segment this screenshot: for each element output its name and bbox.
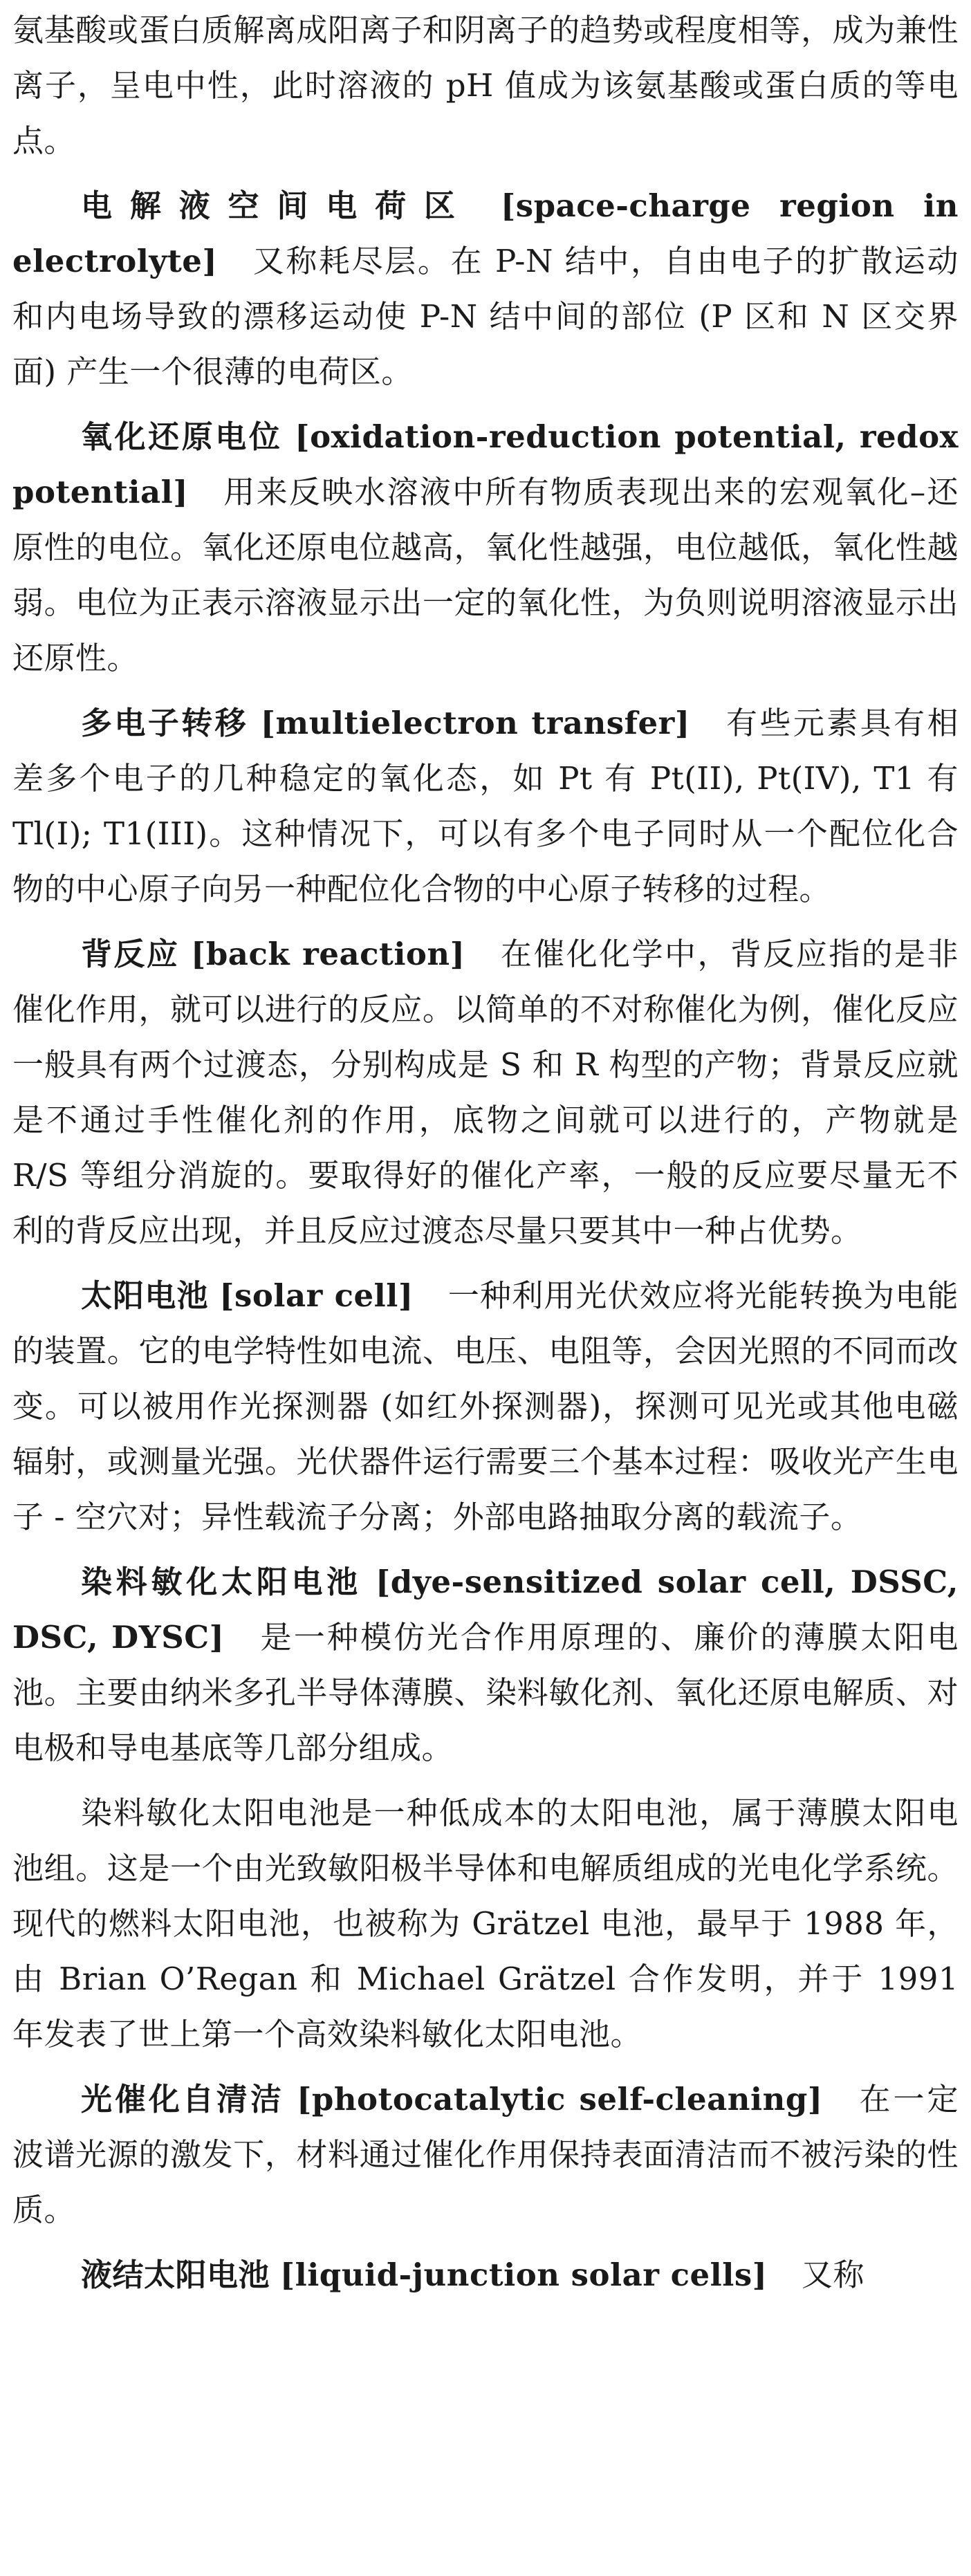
entry-body: 染料敏化太阳电池是一种低成本的太阳电池，属于薄膜太阳电池组。这是一个由光致敏阳极半导体和电解质组成的光电化学系统。现代的燃料太阳电池，也被称为 Grätzel 电池，最早于 1988 年，由 Brian O’Regan 和 Michael Grätzel 合作发明，并于 1991 年发表了世上第一个高效染料敏化太阳电池。	[12, 1795, 959, 2053]
entry-term: 液结太阳电池	[81, 2257, 270, 2293]
entry-body: 在催化化学中，背反应指的是非催化作用，就可以进行的反应。以简单的不对称催化为例，催化反应一般具有两个过渡态，分别构成是 S 和 R 构型的产物；背景反应就是不通过手性催化剂的作用，底物之间就可以进行的，产物就是 R/S 等组分消旋的。要取得好的催化产率，一般的反应要尽量无不利的背反应出现，并且反应过渡态尽量只要其中一种占优势。	[12, 936, 959, 1249]
entry-body: 又称耗尽层。在 P-N 结中，自由电子的扩散运动和内电场导致的漂移运动使 P-N 结中间的部位 (P 区和 N 区交界面) 产生一个很薄的电荷区。	[12, 243, 959, 390]
entry-term: 电解液空间电荷区	[81, 187, 473, 224]
entry-body: 又称	[801, 2257, 864, 2293]
entry-body: 是一种模仿光合作用原理的、廉价的薄膜太阳电池。主要由纳米多孔半导体薄膜、染料敏化剂、氧化还原电解质、对电极和导电基底等几部分组成。	[12, 1619, 959, 1766]
entry-body: 在一定波谱光源的激发下，材料通过催化作用保持表面清洁而不被污染的性质。	[12, 2081, 959, 2228]
entry-body: 氨基酸或蛋白质解离成阳离子和阴离子的趋势或程度相等，成为兼性离子，呈电中性，此时溶液的 pH 值成为该氨基酸或蛋白质的等电点。	[12, 12, 959, 159]
entry-english-term: [photocatalytic self-cleaning]	[297, 2081, 823, 2118]
entry-dye-sensitized-solar-cell	[12, 1555, 959, 1776]
entry-term: 背反应	[81, 936, 180, 972]
entry-space-charge-region	[12, 178, 959, 400]
entry-body: 用来反映水溶液中所有物质表现出来的宏观氧化–还原性的电位。氧化还原电位越高，氧化性越强，电位越低，氧化性越弱。电位为正表示溶液显示出一定的氧化性，为负则说明溶液显示出还原性。	[12, 474, 959, 676]
entry-term: 氧化还原电位	[81, 418, 283, 455]
entry-solar-cell	[12, 1268, 959, 1545]
entry-liquid-junction-solar-cells	[12, 2248, 959, 2303]
entry-english-term: [solar cell]	[219, 1277, 414, 1314]
entry-english-term: [space-charge region in electrolyte]	[12, 187, 959, 279]
entry-redox-potential	[12, 409, 959, 686]
entry-english-term: [back reaction]	[191, 936, 465, 972]
entry-english-term: [dye-sensitized solar cell, DSSC, DSC, DYSC]	[12, 1564, 959, 1656]
entry-back-reaction	[12, 927, 959, 1259]
entry-dssc-history	[12, 1786, 959, 2062]
entry-term: 太阳电池	[81, 1277, 209, 1314]
entry-english-term: [liquid-junction solar cells]	[279, 2257, 768, 2293]
entry-term: 多电子转移	[81, 705, 249, 741]
entry-multielectron-transfer	[12, 696, 959, 917]
entry-body: 一种利用光伏效应将光能转换为电能的装置。它的电学特性如电流、电压、电阻等，会因光照的不同而改变。可以被用作光探测器 (如红外探测器)，探测可见光或其他电磁辐射，或测量光强。光伏器件运行需要三个基本过程：吸收光产生电子 - 空穴对；异性载流子分离；外部电路抽取分离的载流子。	[12, 1277, 959, 1535]
entry-english-term: [multielectron transfer]	[260, 705, 690, 741]
entry-photocatalytic-self-cleaning	[12, 2072, 959, 2238]
entry-term: 光催化自清洁	[81, 2081, 284, 2118]
entry-body: 有些元素具有相差多个电子的几种稳定的氧化态，如 Pt 有 Pt(II), Pt(IV), T1 有 Tl(I); T1(III)。这种情况下，可以有多个电子同时从一个配位化合物的中心原子向另一种配位化合物的中心原子转移的过程。	[12, 705, 959, 907]
entry-english-term: [oxidation-reduction potential, redox potential]	[12, 418, 959, 510]
entry-term: 染料敏化太阳电池	[81, 1564, 362, 1600]
entry-continuation	[12, 3, 959, 169]
